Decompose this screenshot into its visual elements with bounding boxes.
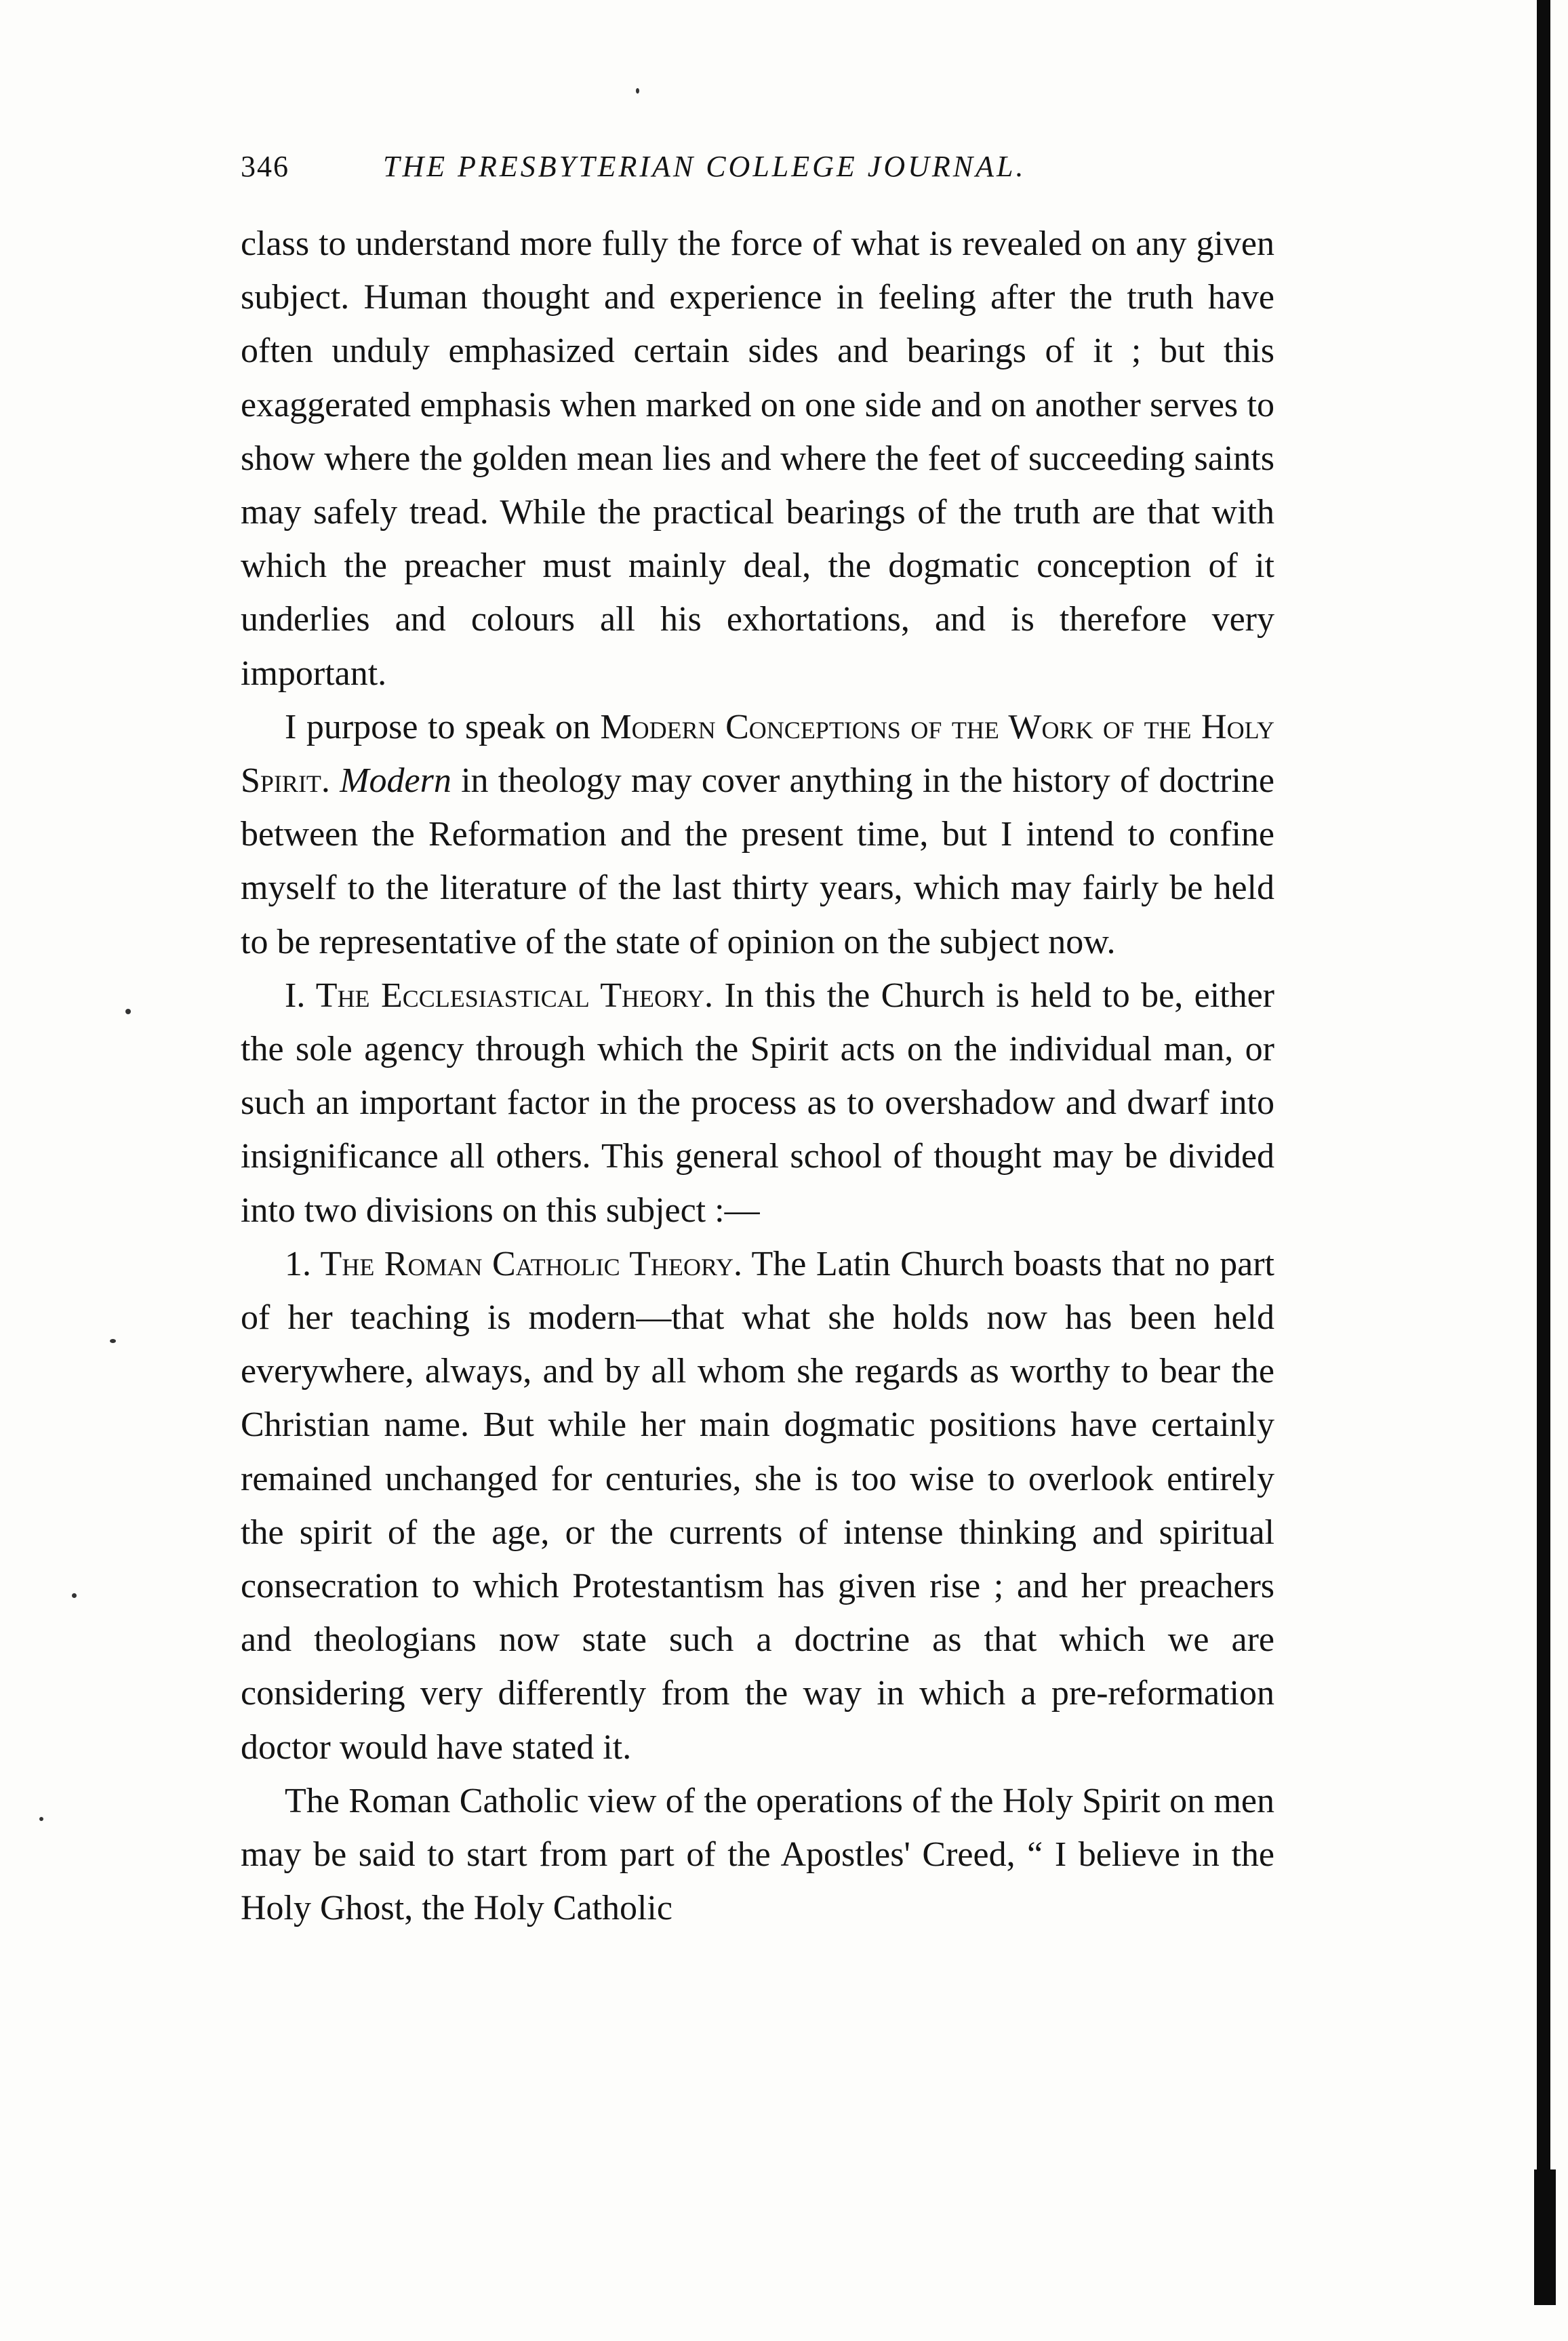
paragraph xyxy=(241,1237,1274,1774)
paragraph xyxy=(241,700,1274,969)
lecture-topic: Modern Conceptions of the Work of the Holy Spirit. xyxy=(241,707,1274,801)
page-header xyxy=(241,149,1156,197)
paragraph-text: in theology may cover anything in the history of doctrine between the Reformation and the present time, but I intend to confine myself to the literature of the last thirty years, which may fairly be held to be representative of the state of opinion on the subject now. xyxy=(241,761,1274,961)
page-edge-shadow xyxy=(1537,0,1550,2305)
scan-speck xyxy=(39,1817,43,1821)
paragraph-text: In this the Church is held to be, either the sole agency through which the Spirit acts on the individual man, or such an important factor in the process as to overshadow and dwarf into insignificance all others. This general school of thought may be divided into two divisions on this subject :— xyxy=(241,976,1274,1230)
scan-speck xyxy=(636,88,639,94)
paragraph: class to understand more fully the force of what is revealed on any given subject. Human thought and experience in feeling after the truth have often unduly emphasized certain sides and bearings of it ; but this exaggerated emphasis when marked on one side and on another serves to show where the golden mean lies and where the feet of succeeding saints may safely tread. While the practical bearings of the truth are that with which the preacher must mainly deal, the dogmatic conception of it underlies and colours all his exhortations, and is therefore very important. xyxy=(241,224,1274,693)
scan-speck xyxy=(125,1009,131,1014)
emphasized-word: Modern xyxy=(340,761,451,801)
paragraph: The Roman Catholic view of the operations of the Holy Spirit on men may be said to start from part of the Apostles' Creed, “ I believe in the Holy Ghost, the Holy Catholic xyxy=(241,1781,1274,1928)
paragraph xyxy=(241,969,1274,1237)
section-heading: I. The Ecclesiastical Theory. xyxy=(285,976,714,1015)
scan-speck xyxy=(110,1339,116,1343)
paragraph-text: The Latin Church boasts that no part of her teaching is modern—that what she holds now has been held everywhere, always, and by all whom she regards as worthy to bear the Christian name. But while her main dogmatic positions have certainly remained unchanged for centuries, she is too wise to overlook entirely the spirit of the age, or the currents of intense thinking and spiritual consecration to which Protestantism has given rise ; and her preachers and theologians now state such a doctrine as that which we are considering very differently from the way in which a pre-reformation doctor would have stated it. xyxy=(241,1244,1274,1767)
running-title: THE PRESBYTERIAN COLLEGE JOURNAL. xyxy=(383,150,1026,183)
paragraph-text: I purpose to speak on xyxy=(285,707,601,746)
subsection-heading: 1. The Roman Catholic Theory. xyxy=(285,1244,742,1283)
scan-speck xyxy=(72,1593,77,1598)
page-edge-shadow-bottom xyxy=(1534,2169,1556,2305)
page-number: 346 xyxy=(241,150,289,183)
body-text xyxy=(241,217,1274,1936)
